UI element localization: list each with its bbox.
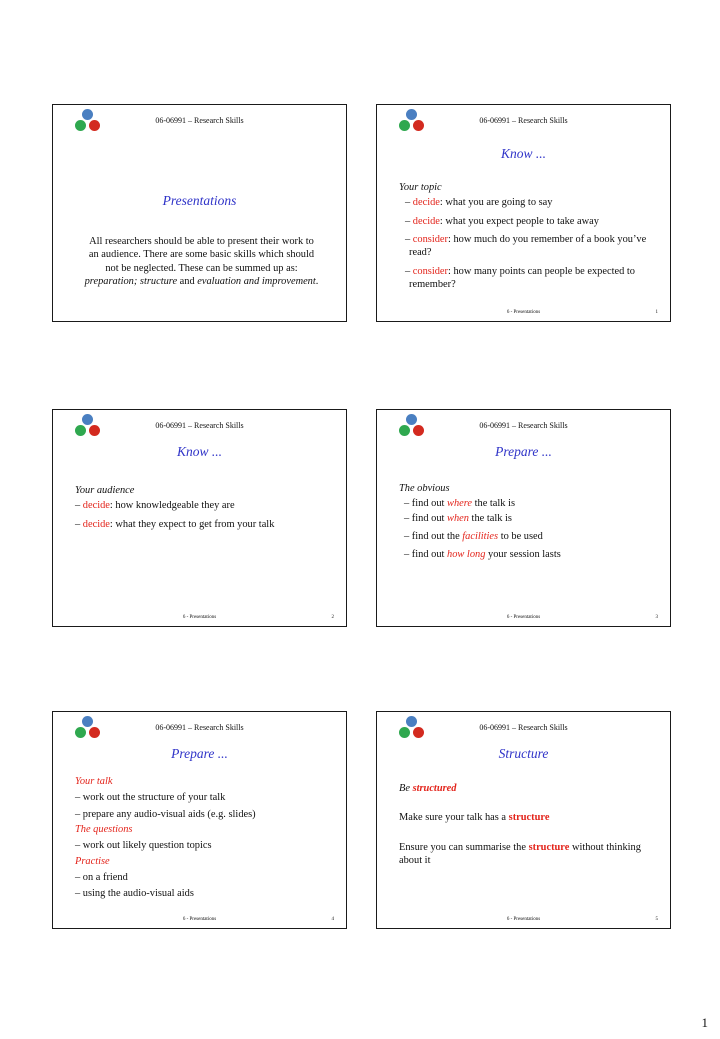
slide-title: Structure [498,746,549,761]
page-number: 1 [701,1015,708,1030]
subheading: The questions [75,823,133,835]
list-item: Make sure your talk has a structure [399,812,550,824]
slide-header: 06-06991 – Research Skills [155,421,244,430]
slide-body [75,775,338,906]
subheading: Your talk [75,776,113,787]
slide-body [75,484,338,536]
slide-body [399,782,662,872]
slide-number: 2 [331,615,334,620]
slide-title: Know ... [500,146,546,161]
list-item: – using the audio-visual aids [75,888,194,900]
list-item: – decide: what they expect to get from your talk [75,518,275,530]
slide-0 [52,104,347,322]
slide-footer: 6 - Presentations [506,310,541,315]
slide-5 [376,711,671,929]
slide-title: Prepare ... [171,746,228,761]
slide-number: 4 [331,917,334,922]
slide-header: 06-06991 – Research Skills [479,723,568,732]
slide-body [399,482,662,567]
slide-number: 5 [655,917,658,922]
subheading: Practise [75,855,110,867]
list-item: – find out where the talk is [404,498,516,510]
slide-2 [52,409,347,627]
slide-footer: 6 - Presentations [506,615,541,620]
list-item: Ensure you can summarise the structure without thinking about it [399,841,641,866]
list-item: Be structured [399,783,457,794]
list-item: – decide: what you are going to say [405,197,553,209]
slide-footer: 6 - Presentations [182,615,217,620]
list-item: – find out the facilities to be used [404,530,543,542]
slide-body: All researchers should be able to present their work to an audience. There are some basic skills which should not be neglected. These can be summed up as: preparation; structure and evaluation and improvement. [84,236,319,287]
subheading: Your audience [75,485,135,496]
slide-header: 06-06991 – Research Skills [479,116,568,125]
slide-header: 06-06991 – Research Skills [479,421,568,430]
list-item: – find out how long your session lasts [404,549,561,561]
list-item: – decide: how knowledgeable they are [75,500,235,512]
slide-title: Presentations [162,193,237,208]
list-item: – prepare any audio-visual aids (e.g. slides) [75,808,256,820]
list-item: – consider: how much do you remember of a book you’ve read? [405,233,647,259]
slide-footer: 6 - Presentations [506,917,541,922]
slide-title: Prepare ... [495,444,552,459]
slide-header: 06-06991 – Research Skills [155,723,244,732]
slide-title: Know ... [176,444,222,459]
slide-footer: 6 - Presentations [182,917,217,922]
list-item: – consider: how many points can people be expected to remember? [405,265,635,290]
slide-number: 1 [655,310,658,315]
slide-body [399,181,662,296]
subheading: Your topic [399,182,442,193]
list-item: – find out when the talk is [404,512,512,524]
list-item: – work out likely question topics [75,840,212,852]
subheading: The obvious [399,483,450,494]
slide-4 [52,711,347,929]
list-item: – decide: what you expect people to take away [405,215,599,227]
list-item: – work out the structure of your talk [75,792,226,804]
slide-header: 06-06991 – Research Skills [155,116,244,125]
slide-1 [376,104,671,322]
slide-number: 3 [655,615,658,620]
list-item: – on a friend [75,871,128,883]
slide-3 [376,409,671,627]
